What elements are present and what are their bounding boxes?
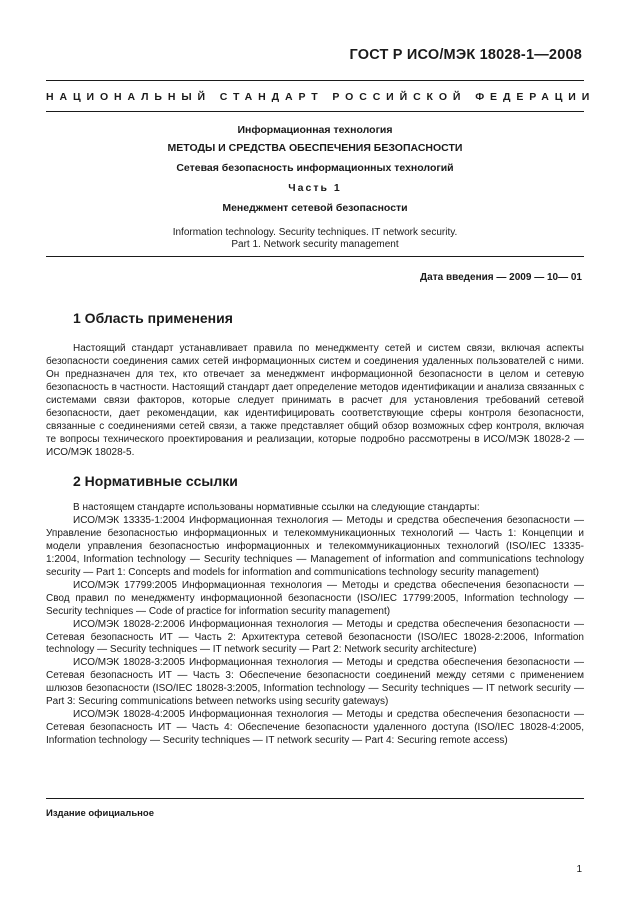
official-edition-label: Издание официальное <box>46 808 154 819</box>
section-1-heading: 1 Область применения <box>73 310 233 326</box>
title-line-2: МЕТОДЫ И СРЕДСТВА ОБЕСПЕЧЕНИЯ БЕЗОПАСНОСТИ <box>167 142 463 154</box>
reference-iso-18028-3: ИСО/МЭК 18028-3:2005 Информационная технология — Методы и средства обеспечения безопасности — Сетевая безопасность ИТ — Часть 3: Обеспечение безопасности соединений между сетями с применением шлюзов безопасности (ISO/IEC 18028-3:2005, Information technology — Security techniques — IT network security — Part 3: Securing communications between networks using security gateways) <box>46 657 584 708</box>
part-title: Менеджмент сетевой безопасности <box>222 202 408 214</box>
section-2-heading: 2 Нормативные ссылки <box>73 473 238 489</box>
title-line-3: Сетевая безопасность информационных технологий <box>176 162 454 174</box>
national-standard-banner: НАЦИОНАЛЬНЫЙ СТАНДАРТ РОССИЙСКОЙ ФЕДЕРАЦИИ <box>46 91 596 103</box>
reference-iso-18028-4: ИСО/МЭК 18028-4:2005 Информационная технология — Методы и средства обеспечения безопасности — Сетевая безопасность ИТ — Часть 4: Обеспечение безопасности удаленного доступа (ISO/IEC 18028-4:2005, Information technology — Security techniques — IT network security — Part 4: Securing remote access) <box>46 709 584 747</box>
section-2-body <box>46 502 584 748</box>
standard-number: ГОСТ Р ИСО/МЭК 18028-1—2008 <box>349 47 582 63</box>
reference-iso-13335-1: ИСО/МЭК 13335-1:2004 Информационная технология — Методы и средства обеспечения безопасности — Управление безопасностью информационных и телекоммуникационных технологий — Часть 1: Концепции и модели управления безопасностью информационных и телекоммуникационных технологий (ISO/IEC 13335-1:2004, Information technology — Security techniques — Management of information and communications technology security — Part 1: Concepts and models for information and communications technology security management) <box>46 514 584 578</box>
footer-rule <box>46 798 584 799</box>
title-rule <box>46 256 584 257</box>
part-number: Часть 1 <box>288 182 342 194</box>
reference-iso-17799: ИСО/МЭК 17799:2005 Информационная технология — Методы и средства обеспечения безопасности — Свод правил по менеджменту информационной безопасности (ISO/IEC 17799:2005, Information technology — Security techniques — Code of practice for information security management) <box>46 579 584 617</box>
section-1-paragraph: Настоящий стандарт устанавливает правила по менеджменту сетей и систем связи, включая аспекты безопасности соединения самих сетей информационных систем и соединения удаленных пользователей с ними. Он предназначен для тех, кто отвечает за менеджмент информационной безопасности в целом и сетевую безопасность в частности. Настоящий стандарт дает определение методов идентификации и анализа связанных с системами связи факторов, которые следует принимать в расчет для установления требований сетевой безопасности, дает рекомендации, как идентифицировать соответствующие сферы контроля безопасности, связанные с соединениями сетей связи, а также представляет общий обзор возможных сфер контроля, включая те вопросы технического проектирования и реализации, которые подробно рассмотрены в ИСО/МЭК 18028-2 — ИСО/МЭК 18028-5. <box>46 343 584 458</box>
introduction-date: Дата введения — 2009 — 10— 01 <box>420 272 582 283</box>
header-rule-bottom <box>46 111 584 112</box>
english-title-line-1: Information technology. Security techniques. IT network security. <box>172 227 458 238</box>
reference-iso-18028-2: ИСО/МЭК 18028-2:2006 Информационная технология — Методы и средства обеспечения безопасности — Сетевая безопасность ИТ — Часть 2: Архитектура сетевой безопасности (ISO/IEC 18028-2:2006, Information technology — Security techniques — IT network security — Part 2: Network security architecture) <box>46 618 584 656</box>
header-rule-top <box>46 80 584 81</box>
title-line-1: Информационная технология <box>237 124 393 136</box>
english-title-line-2: Part 1. Network security management <box>231 239 399 250</box>
page-number: 1 <box>576 864 582 875</box>
section-1-body <box>46 343 584 460</box>
references-intro: В настоящем стандарте использованы нормативные ссылки на следующие стандарты: <box>73 502 480 513</box>
